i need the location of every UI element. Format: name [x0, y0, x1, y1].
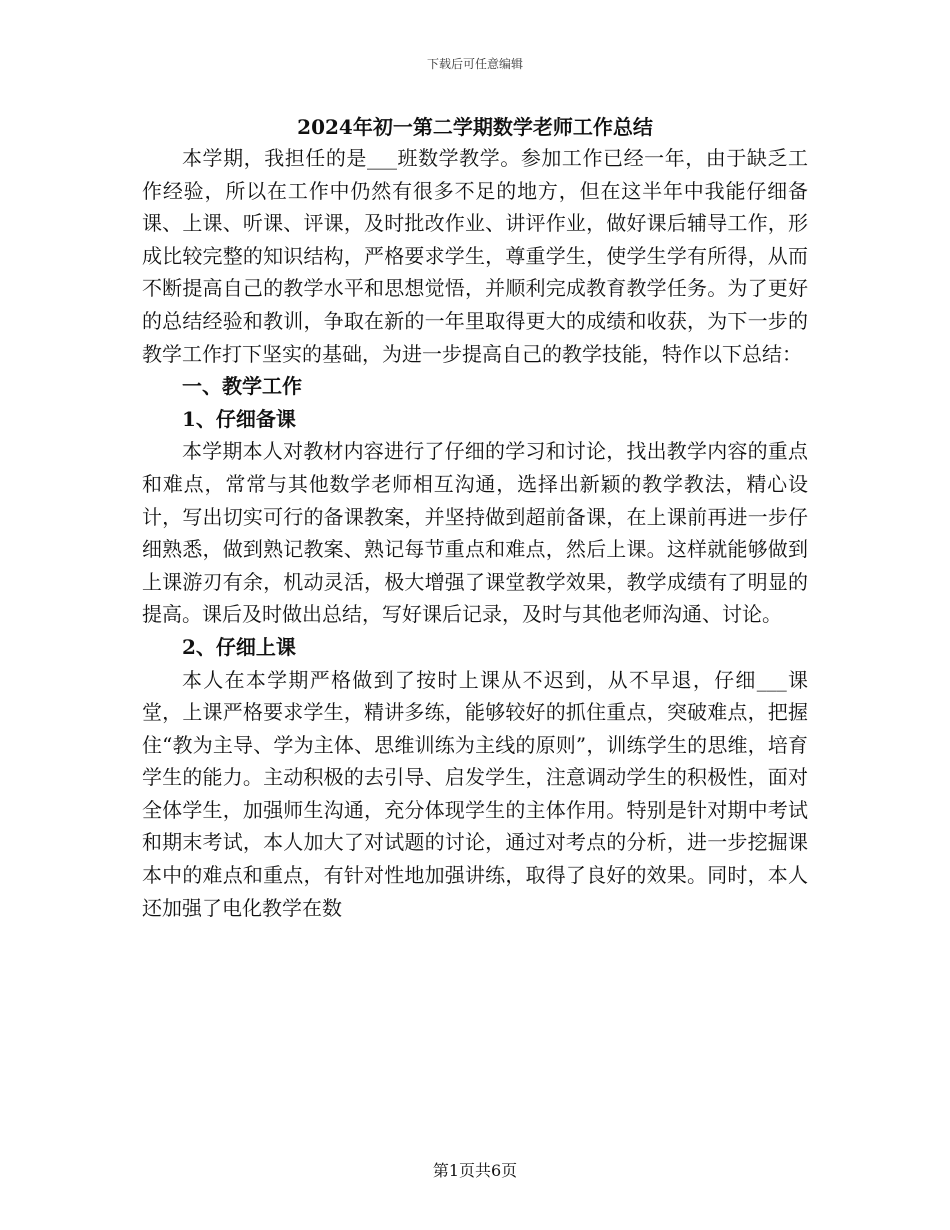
lesson-preparation-paragraph: 本学期本人对教材内容进行了仔细的学习和讨论，找出教学内容的重点和难点，常常与其他数学老师相互沟通，选择出新颖的教学教法，精心设计，写出切实可行的备课教案，并坚持做到超前备课，在上课前再进一步仔细熟悉，做到熟记教案、熟记每节重点和难点，然后上课。这样就能够做到上课游刃有余，机动灵活，极大增强了课堂教学效果，教学成绩有了明显的提高。课后及时做出总结，写好课后记录，及时与其他老师沟通、讨论。: [142, 439, 808, 627]
page-footer: 第1页共6页: [432, 1161, 518, 1180]
subheading-careful-teaching: 2、仔细上课: [182, 634, 296, 659]
section-heading-teaching-work: 一、教学工作: [182, 374, 302, 399]
header-note: 下载后可任意编辑: [426, 57, 523, 71]
subheading-lesson-preparation: 1、仔细备课: [182, 406, 296, 431]
document-title: 2024年初一第二学期数学老师工作总结: [297, 115, 653, 139]
document-body: [142, 112, 808, 924]
careful-teaching-paragraph: 本人在本学期严格做到了按时上课从不迟到，从不早退，仔细___课堂，上课严格要求学生，精讲多练，能够较好的抓住重点，突破难点，把握住“教为主导、学为主体、思维训练为主线的原则”，训练学生的思维，培育学生的能力。主动积极的去引导、启发学生，注意调动学生的积极性，面对全体学生，加强师生沟通，充分体现学生的主体作用。特别是针对期中考试和期末考试，本人加大了对试题的讨论，通过对考点的分析，进一步挖掘课本中的难点和重点，有针对性地加强讲练，取得了良好的效果。同时，本人还加强了电化教学在数: [142, 667, 808, 920]
intro-paragraph: 本学期，我担任的是___班数学教学。参加工作已经一年，由于缺乏工作经验，所以在工作中仍然有很多不足的地方，但在这半年中我能仔细备课、上课、听课、评课，及时批改作业、讲评作业，做好课后辅导工作，形成比较完整的知识结构，严格要求学生，尊重学生，使学生学有所得，从而不断提高自己的教学水平和思想觉悟，并顺利完成教育教学任务。为了更好的总结经验和教训，争取在新的一年里取得更大的成绩和收获，为下一步的教学工作打下坚实的基础，为进一步提高自己的教学技能，特作以下总结：: [142, 146, 808, 366]
